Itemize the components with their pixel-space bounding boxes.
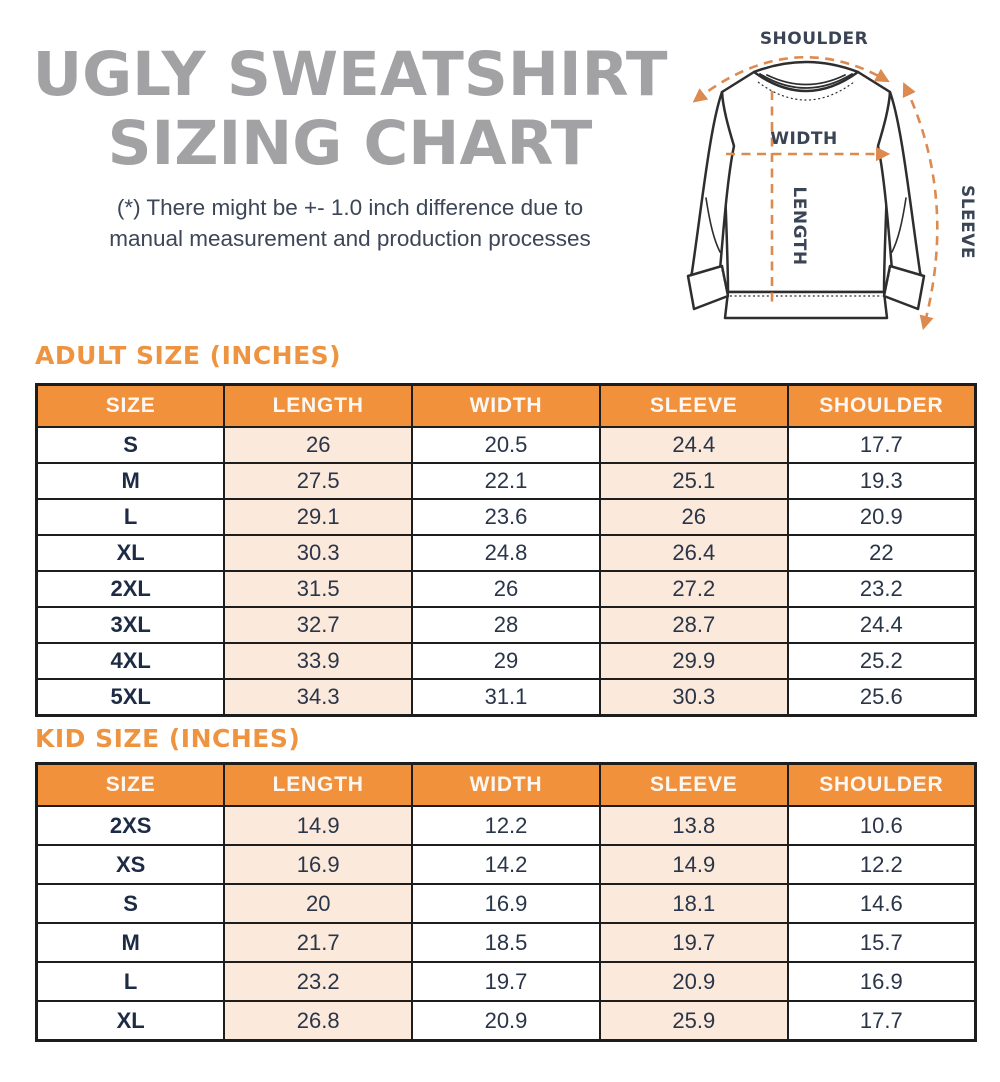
value-cell: 16.9 — [788, 962, 976, 1001]
value-cell: 24.4 — [600, 427, 788, 463]
value-cell: 26.4 — [600, 535, 788, 571]
column-header: SHOULDER — [788, 764, 976, 807]
value-cell: 26 — [224, 427, 412, 463]
sweatshirt-diagram — [672, 8, 1000, 346]
value-cell: 17.7 — [788, 427, 976, 463]
header-row — [37, 764, 976, 807]
value-cell: 18.1 — [600, 884, 788, 923]
size-cell: M — [37, 923, 225, 962]
value-cell: 20 — [224, 884, 412, 923]
adult-size-table — [35, 383, 977, 717]
value-cell: 34.3 — [224, 679, 412, 716]
value-cell: 16.9 — [412, 884, 600, 923]
size-cell: M — [37, 463, 225, 499]
column-header: SIZE — [37, 764, 225, 807]
value-cell: 15.7 — [788, 923, 976, 962]
value-cell: 18.5 — [412, 923, 600, 962]
table-row — [37, 923, 976, 962]
size-cell: 3XL — [37, 607, 225, 643]
shoulder-label: SHOULDER — [759, 29, 869, 49]
table-row — [37, 499, 976, 535]
value-cell: 26.8 — [224, 1001, 412, 1041]
size-cell: 4XL — [37, 643, 225, 679]
table-row — [37, 679, 976, 716]
value-cell: 25.2 — [788, 643, 976, 679]
column-header: SIZE — [37, 385, 225, 428]
size-cell: L — [37, 962, 225, 1001]
column-header: SLEEVE — [600, 764, 788, 807]
value-cell: 30.3 — [600, 679, 788, 716]
value-cell: 27.5 — [224, 463, 412, 499]
value-cell: 16.9 — [224, 845, 412, 884]
value-cell: 21.7 — [224, 923, 412, 962]
value-cell: 13.8 — [600, 806, 788, 845]
value-cell: 25.6 — [788, 679, 976, 716]
value-cell: 19.7 — [600, 923, 788, 962]
column-header: LENGTH — [224, 764, 412, 807]
value-cell: 27.2 — [600, 571, 788, 607]
table-row — [37, 427, 976, 463]
size-cell: XS — [37, 845, 225, 884]
value-cell: 12.2 — [412, 806, 600, 845]
value-cell: 23.2 — [788, 571, 976, 607]
value-cell: 28.7 — [600, 607, 788, 643]
kid-size-table — [35, 762, 977, 1042]
kid-size-heading: KID SIZE (INCHES) — [35, 724, 301, 753]
table-row — [37, 535, 976, 571]
value-cell: 25.9 — [600, 1001, 788, 1041]
header-row — [37, 385, 976, 428]
value-cell: 24.8 — [412, 535, 600, 571]
value-cell: 22 — [788, 535, 976, 571]
table-row — [37, 806, 976, 845]
value-cell: 14.9 — [224, 806, 412, 845]
length-label: LENGTH — [789, 186, 809, 266]
value-cell: 26 — [412, 571, 600, 607]
table-row — [37, 845, 976, 884]
disclaimer-line2: manual measurement and production processes — [109, 226, 591, 251]
column-header: LENGTH — [224, 385, 412, 428]
value-cell: 14.2 — [412, 845, 600, 884]
size-cell: 2XL — [37, 571, 225, 607]
size-cell: XL — [37, 1001, 225, 1041]
page-title — [10, 40, 690, 178]
value-cell: 10.6 — [788, 806, 976, 845]
value-cell: 24.4 — [788, 607, 976, 643]
value-cell: 32.7 — [224, 607, 412, 643]
value-cell: 29.9 — [600, 643, 788, 679]
size-cell: S — [37, 427, 225, 463]
column-header: WIDTH — [412, 764, 600, 807]
value-cell: 20.5 — [412, 427, 600, 463]
value-cell: 14.9 — [600, 845, 788, 884]
value-cell: 22.1 — [412, 463, 600, 499]
value-cell: 20.9 — [788, 499, 976, 535]
size-cell: 5XL — [37, 679, 225, 716]
value-cell: 31.5 — [224, 571, 412, 607]
title-block — [10, 40, 690, 254]
value-cell: 30.3 — [224, 535, 412, 571]
value-cell: 28 — [412, 607, 600, 643]
value-cell: 23.2 — [224, 962, 412, 1001]
table-row — [37, 962, 976, 1001]
table-row — [37, 463, 976, 499]
value-cell: 19.7 — [412, 962, 600, 1001]
value-cell: 17.7 — [788, 1001, 976, 1041]
table-row — [37, 884, 976, 923]
width-label: WIDTH — [770, 129, 838, 149]
column-header: SHOULDER — [788, 385, 976, 428]
value-cell: 29 — [412, 643, 600, 679]
value-cell: 23.6 — [412, 499, 600, 535]
disclaimer-text — [10, 192, 690, 254]
table-row — [37, 643, 976, 679]
value-cell: 20.9 — [600, 962, 788, 1001]
size-cell: S — [37, 884, 225, 923]
table-row — [37, 607, 976, 643]
value-cell: 26 — [600, 499, 788, 535]
adult-size-heading: ADULT SIZE (INCHES) — [35, 341, 342, 370]
value-cell: 29.1 — [224, 499, 412, 535]
value-cell: 20.9 — [412, 1001, 600, 1041]
column-header: WIDTH — [412, 385, 600, 428]
value-cell: 14.6 — [788, 884, 976, 923]
page-title-line1: UGLY SWEATSHIRT — [32, 39, 668, 110]
size-cell: XL — [37, 535, 225, 571]
column-header: SLEEVE — [600, 385, 788, 428]
value-cell: 33.9 — [224, 643, 412, 679]
disclaimer-line1: (*) There might be +- 1.0 inch difference due to — [116, 195, 584, 220]
value-cell: 31.1 — [412, 679, 600, 716]
value-cell: 12.2 — [788, 845, 976, 884]
sleeve-label: SLEEVE — [957, 184, 977, 260]
value-cell: 19.3 — [788, 463, 976, 499]
size-cell: 2XS — [37, 806, 225, 845]
page-title-line2: SIZING CHART — [107, 108, 593, 179]
value-cell: 25.1 — [600, 463, 788, 499]
table-row — [37, 571, 976, 607]
table-row — [37, 1001, 976, 1041]
size-cell: L — [37, 499, 225, 535]
